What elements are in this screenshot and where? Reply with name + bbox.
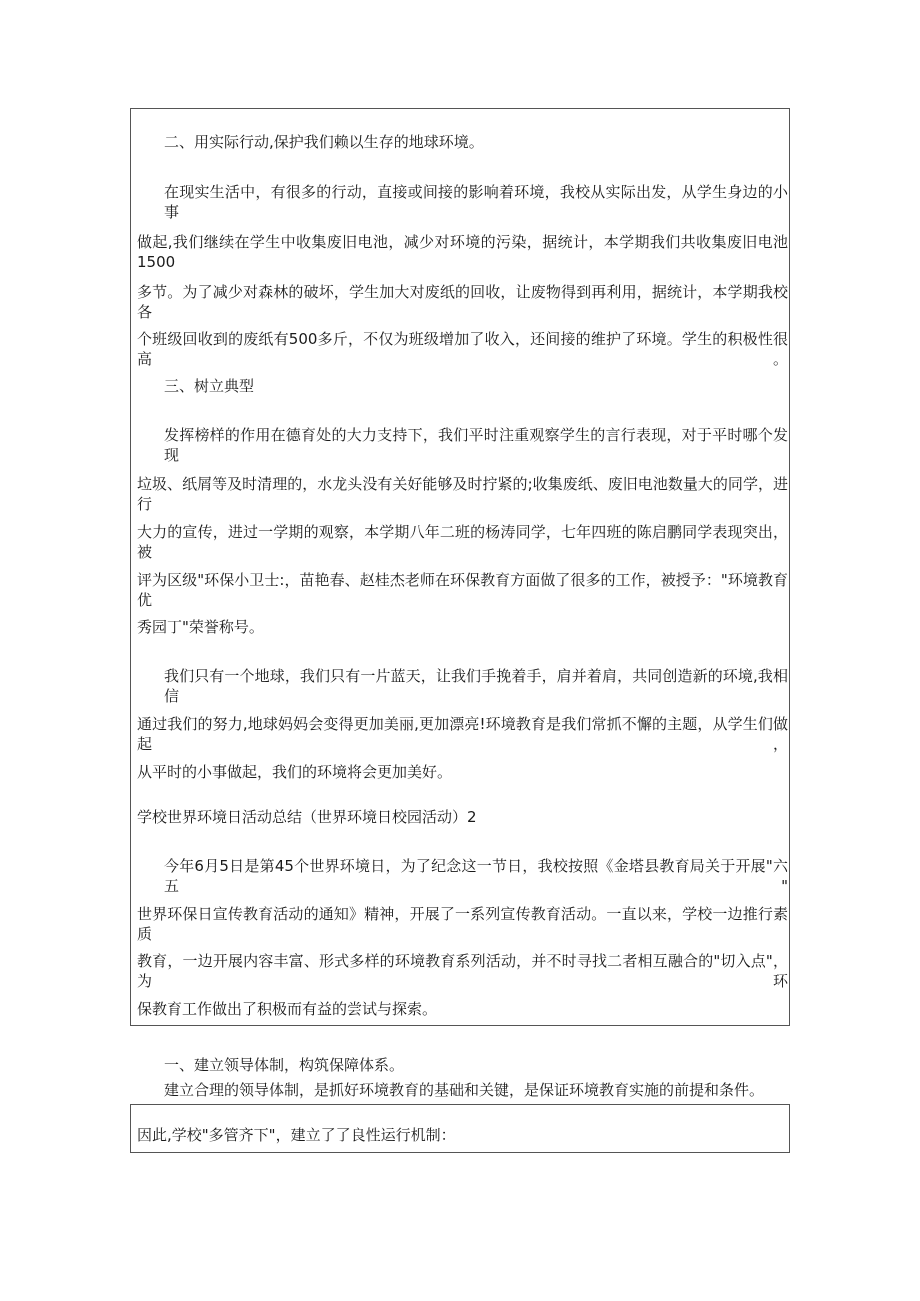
paragraph-line: 大力的宣传，进过一学期的观察，本学期八年二班的杨涛同学，七年四班的陈启鹏同学表现突出，被	[137, 523, 788, 561]
paragraph-line: 在现实生活中，有很多的行动，直接或间接的影响着环境，我校从实际出发，从学生身边的小事	[164, 183, 788, 221]
paragraph-line: 个班级回收到的废纸有500多斤，不仅为班级增加了收入，还间接的维护了环境。学生的积极性很高。	[137, 330, 788, 368]
section-heading: 二、用实际行动,保护我们赖以生存的地球环境。	[164, 133, 484, 151]
paragraph-line: 保教育工作做出了积极而有益的尝试与探索。	[137, 1000, 438, 1018]
article-title: 学校世界环境日活动总结（世界环境日校园活动）2	[137, 808, 477, 826]
paragraph-line: 今年6月5日是第45个世界环境日，为了纪念这一节日，我校按照《金塔县教育局关于开展"六五"	[164, 857, 788, 895]
paragraph-line: 多节。为了减少对森林的破坏，学生加大对废纸的回收，让废物得到再利用，据统计，本学期我校各	[137, 283, 788, 321]
paragraph-line: 秀园丁"荣誉称号。	[137, 618, 264, 636]
paragraph-line: 教育，一边开展内容丰富、形式多样的环境教育系列活动，并不时寻找二者相互融合的"切入点"，为环	[137, 952, 788, 990]
section-heading: 三、树立典型	[164, 377, 255, 395]
paragraph-line: 因此,学校"多管齐下"，建立了了良性运行机制：	[137, 1126, 456, 1144]
paragraph-line: 通过我们的努力,地球妈妈会变得更加美丽,更加漂亮!环境教育是我们常抓不懈的主题，从学生们做起，	[137, 715, 788, 753]
paragraph-line: 我们只有一个地球，我们只有一片蓝天，让我们手挽着手，肩并着肩，共同创造新的环境,我相信	[164, 667, 788, 705]
paragraph-line: 发挥榜样的作用在德育处的大力支持下，我们平时注重观察学生的言行表现，对于平时哪个发现	[164, 426, 788, 464]
paragraph-line: 世界环保日宣传教育活动的通知》精神，开展了一系列宣传教育活动。一直以来，学校一边推行素质	[137, 905, 788, 943]
paragraph-line: 建立合理的领导体制，是抓好环境教育的基础和关键，是保证环境教育实施的前提和条件。	[164, 1081, 765, 1099]
paragraph-line: 垃圾、纸屑等及时清理的，水龙头没有关好能够及时拧紧的;收集废纸、废旧电池数量大的同学，进行	[137, 475, 788, 513]
paragraph-line: 做起,我们继续在学生中收集废旧电池，减少对环境的污染，据统计，本学期我们共收集废旧电池1500	[137, 233, 788, 271]
section-heading: 一、建立领导体制，构筑保障体系。	[164, 1056, 405, 1074]
paragraph-line: 评为区级"环保小卫士:，苗艳春、赵桂杰老师在环保教育方面做了很多的工作，被授予："环境教育优	[137, 571, 788, 609]
paragraph-line: 从平时的小事做起，我们的环境将会更加美好。	[137, 763, 453, 781]
